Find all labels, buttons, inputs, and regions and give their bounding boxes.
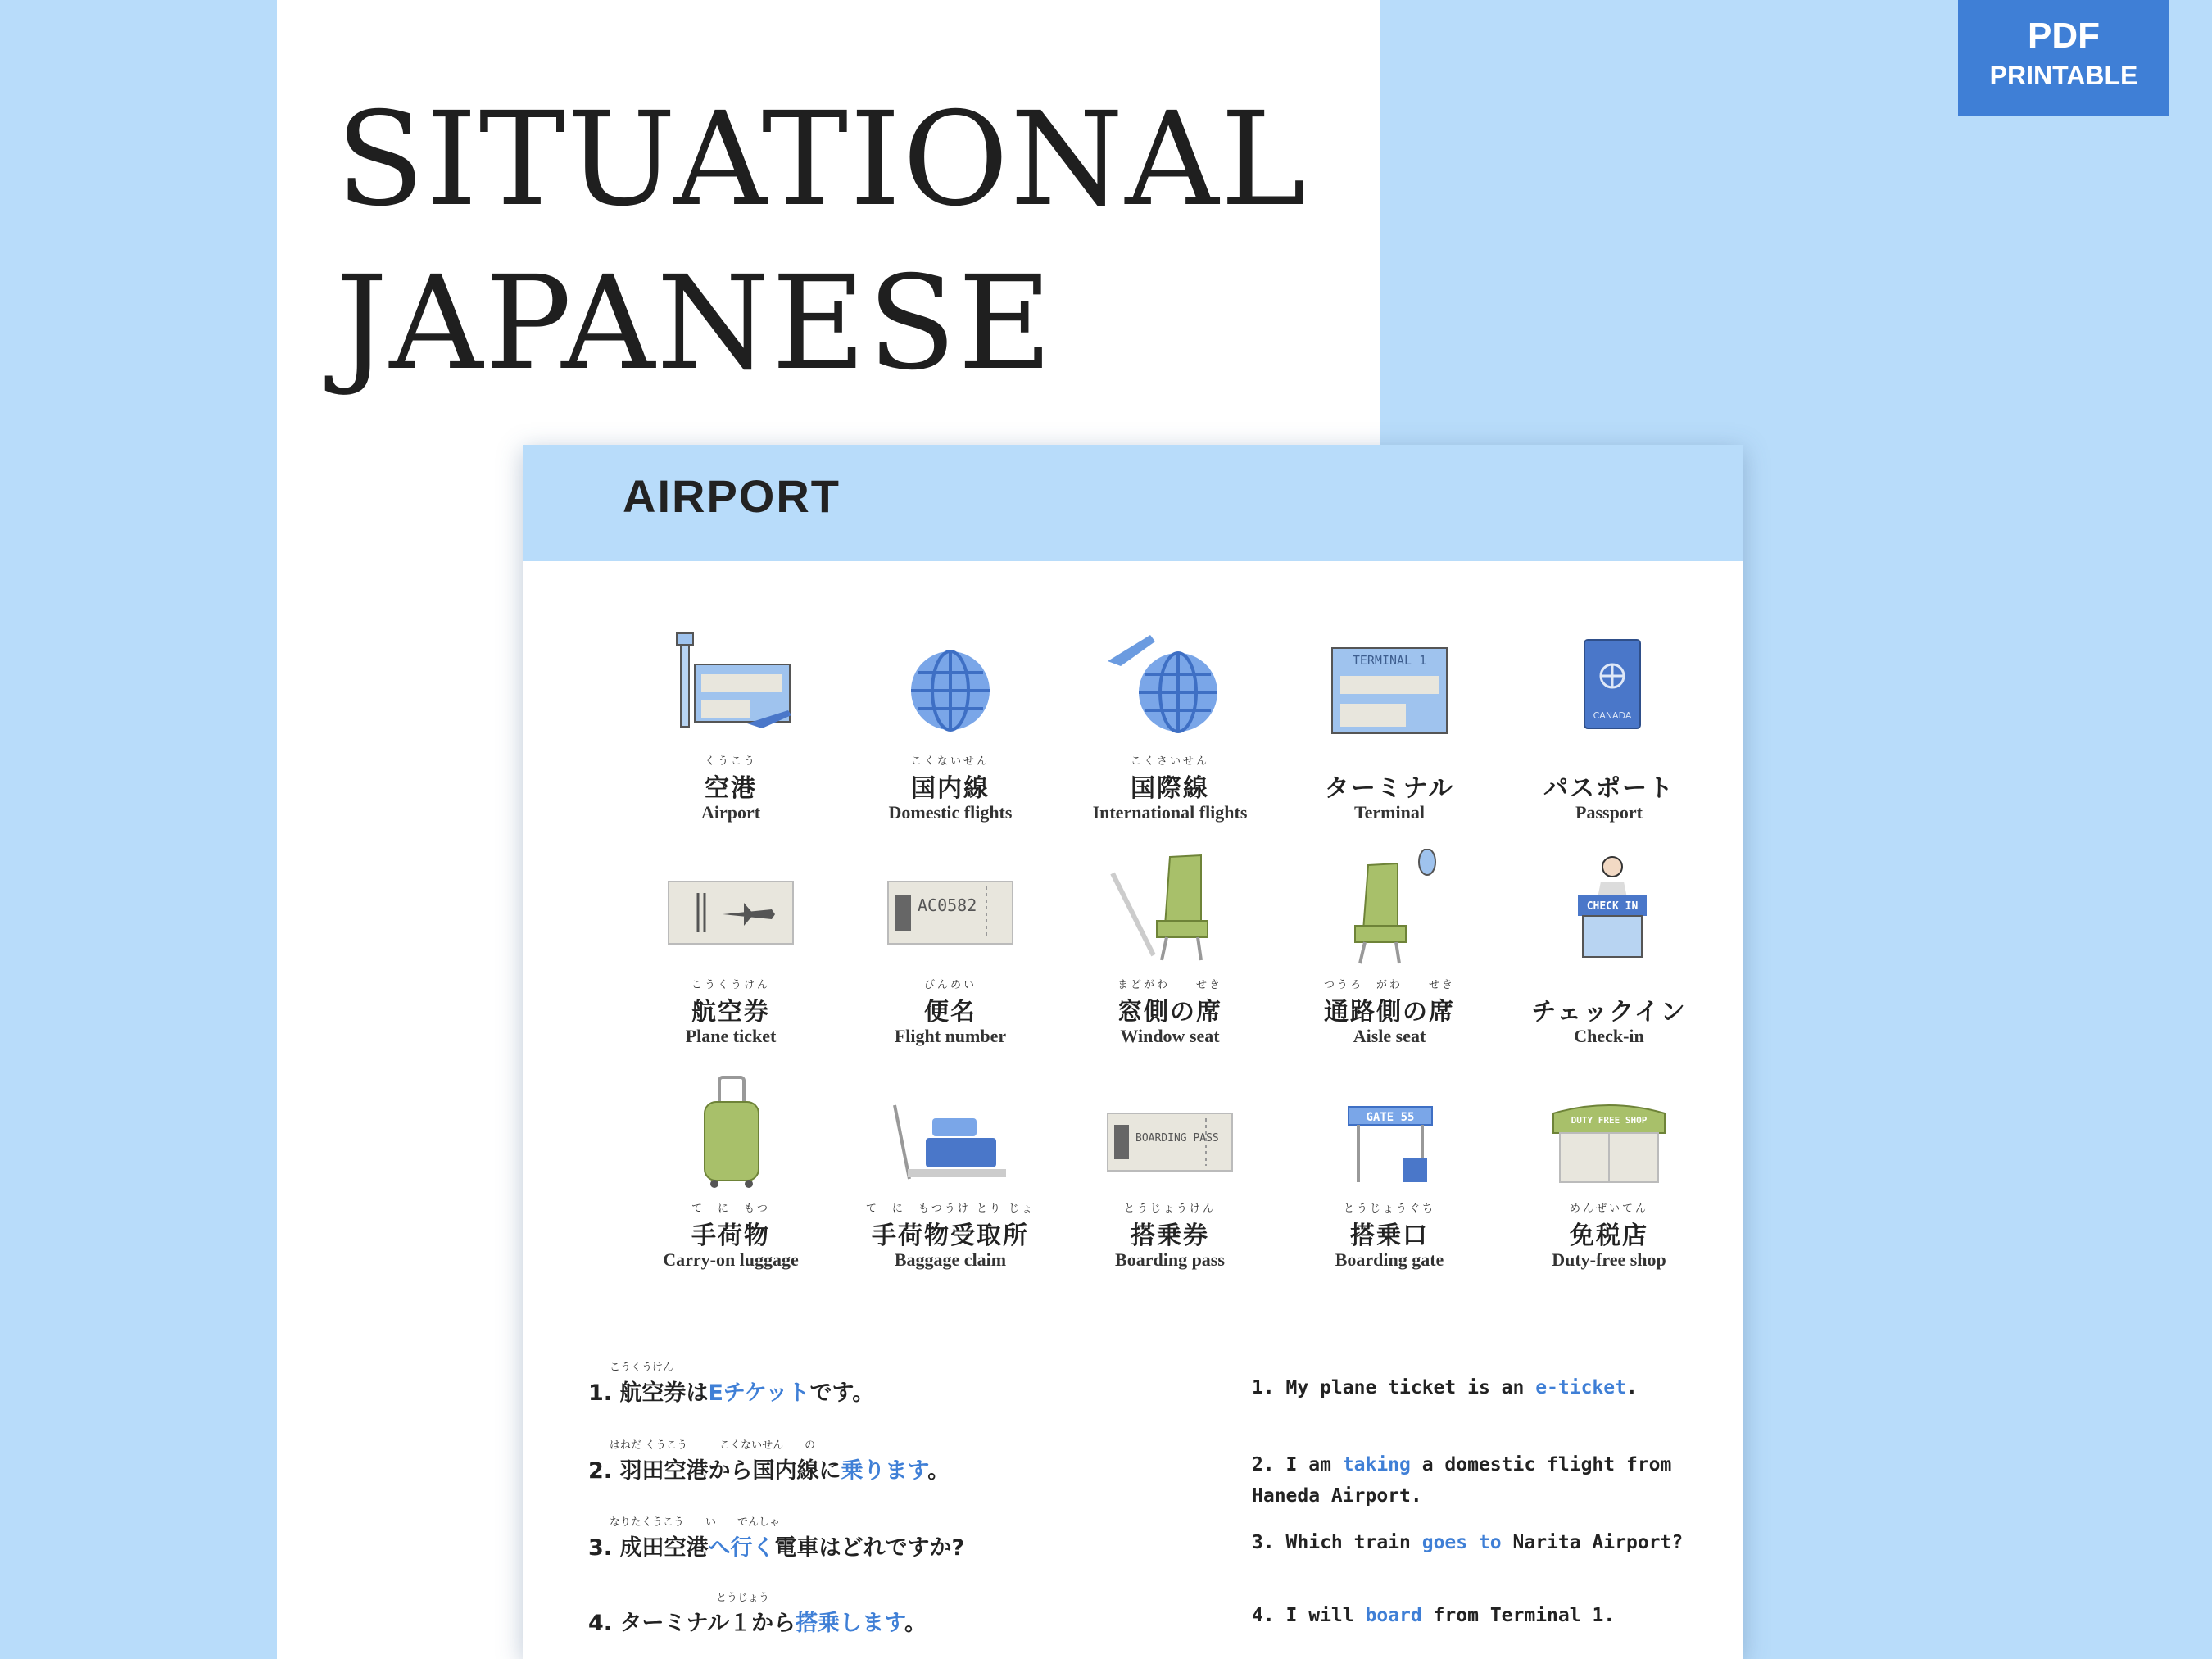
sentence-text: 羽田空港から国内線に — [619, 1458, 841, 1484]
sentence-number: 4. — [588, 1611, 613, 1636]
vocab-japanese: 国際線 — [1131, 774, 1209, 803]
sentence-highlight: Eチケット — [708, 1380, 810, 1406]
vocab-item-duty-free-shop — [1499, 1072, 1719, 1285]
sentence-en-text-end: . — [1625, 1377, 1638, 1398]
sentence-en-text: 4. I will — [1252, 1605, 1366, 1626]
sentence-en-highlight: e-ticket — [1535, 1377, 1626, 1398]
sentence-ruby: こうくうけん — [588, 1362, 674, 1374]
sentence-number: 1. — [588, 1380, 613, 1406]
globe-icon — [885, 625, 1016, 748]
vocab-reading: めんぜいてん — [1569, 1203, 1648, 1215]
vocab-reading: びんめい — [923, 979, 977, 991]
terminal-sign-text: TERMINAL 1 — [1352, 653, 1427, 668]
vocab-item-baggage-claim — [841, 1072, 1060, 1285]
vocab-english: Baggage claim — [894, 1249, 1007, 1270]
vocab-japanese: 航空券 — [691, 998, 770, 1027]
vocab-english: Terminal — [1354, 802, 1425, 823]
sentence-en-3 — [1252, 1527, 1711, 1558]
vocab-english: Carry-on luggage — [663, 1249, 799, 1270]
sentence-line — [588, 1605, 1260, 1637]
vocab-english: Flight number — [894, 1026, 1007, 1046]
vocab-reading: こうくうけん — [691, 979, 770, 991]
globe-plane-icon — [1104, 625, 1235, 748]
vocab-english: Plane ticket — [685, 1026, 777, 1046]
vocab-japanese: 窓側の席 — [1117, 998, 1222, 1027]
sentence-en-highlight: goes to — [1421, 1532, 1502, 1553]
sentence-text: ターミナル１から — [619, 1611, 796, 1636]
check-in-sign-text: CHECK IN — [1586, 900, 1639, 913]
sentence-ruby: なりたくうこう い でんしゃ — [588, 1516, 781, 1529]
vocab-reading: くうこう — [704, 755, 757, 768]
sentence-number: 3. — [588, 1535, 613, 1561]
boarding-pass-text: BOARDING PASS — [1135, 1132, 1219, 1145]
sentence-en-text: 1. My plane ticket is an — [1252, 1377, 1536, 1398]
boarding-gate-icon — [1324, 1072, 1455, 1195]
sentence-text-end: 。 — [904, 1611, 927, 1636]
vocab-english: Boarding pass — [1115, 1249, 1225, 1270]
sentence-en-text-end: a domestic flight from Haneda Airport. — [1252, 1454, 1672, 1507]
sentence-en-text-end: Narita Airport? — [1501, 1532, 1684, 1553]
sentence-text-end: です。 — [809, 1380, 875, 1406]
vocab-item-boarding-pass — [1060, 1072, 1280, 1285]
vocab-japanese: 搭乗口 — [1350, 1222, 1429, 1250]
vocab-japanese: 便名 — [924, 998, 977, 1027]
check-in-icon — [1543, 849, 1675, 972]
vocab-english: Aisle seat — [1353, 1026, 1426, 1046]
vocab-reading: とうじょうぐち — [1343, 1203, 1435, 1215]
vocab-reading: まどがわ せき — [1117, 979, 1222, 991]
passport-icon — [1543, 625, 1675, 748]
vocab-item-domestic-flights — [841, 625, 1060, 838]
terminal-icon — [1324, 625, 1455, 748]
sentence-highlight: へ行く — [708, 1535, 775, 1561]
vocab-english: Duty-free shop — [1552, 1249, 1666, 1270]
vocab-reading: て に もつ — [691, 1203, 770, 1215]
vocab-item-airport — [621, 625, 841, 838]
vocab-english: Domestic flights — [888, 802, 1013, 823]
duty-free-sign-text: DUTY FREE SHOP — [1571, 1115, 1648, 1126]
sentence-jp-1 — [588, 1358, 1260, 1407]
window-seat-icon — [1104, 849, 1235, 972]
vocab-english: International flights — [1092, 802, 1248, 823]
vocab-japanese: 手荷物 — [691, 1222, 770, 1250]
sentence-jp-4 — [588, 1589, 1260, 1637]
vocab-japanese: 通路側の席 — [1324, 998, 1455, 1027]
gate-sign-text: GATE 55 — [1366, 1111, 1415, 1124]
vocab-english: Boarding gate — [1335, 1249, 1444, 1270]
luggage-icon — [665, 1072, 796, 1195]
badge-line1: PDF — [2028, 16, 2100, 56]
vocab-item-boarding-gate — [1280, 1072, 1499, 1285]
sentence-text-end: 電車はどれですか? — [774, 1535, 965, 1561]
flight-number-ticket-icon — [885, 849, 1016, 972]
vocab-english: Check-in — [1574, 1026, 1644, 1046]
cover-title — [336, 78, 1308, 406]
sentence-text: 成田空港 — [619, 1535, 709, 1561]
vocab-item-flight-number — [841, 849, 1060, 1062]
vocab-japanese: チェックイン — [1531, 998, 1687, 1027]
vocab-reading: こくないせん — [910, 755, 990, 768]
vocab-item-check-in — [1499, 849, 1719, 1062]
sentence-en-1 — [1252, 1372, 1711, 1403]
baggage-cart-icon — [885, 1072, 1016, 1195]
sentence-highlight: 搭乗します — [796, 1611, 904, 1636]
vocab-japanese: 手荷物受取所 — [872, 1222, 1029, 1250]
sentence-en-4 — [1252, 1600, 1711, 1631]
vocab-reading: て に もつうけ とり じょ — [865, 1203, 1036, 1215]
sentence-en-highlight: taking — [1342, 1454, 1411, 1475]
sentence-en-text: 2. I am — [1252, 1454, 1343, 1475]
pdf-printable-badge — [1958, 0, 2169, 116]
passport-country-text: CANADA — [1593, 710, 1632, 721]
sentence-jp-2 — [588, 1436, 1260, 1484]
cover-title-line2: JAPANESE — [336, 248, 1054, 399]
vocab-reading: とうじょうけん — [1123, 1203, 1216, 1215]
vocab-item-international-flights — [1060, 625, 1280, 838]
sentence-ruby: はねだ くうこう こくないせん の — [588, 1439, 816, 1452]
sentence-en-text-end: from Terminal 1. — [1421, 1605, 1616, 1626]
sentence-line — [588, 1375, 1260, 1407]
sentence-line — [588, 1453, 1260, 1484]
vocab-item-plane-ticket — [621, 849, 841, 1062]
vocab-english: Window seat — [1120, 1026, 1220, 1046]
vocab-japanese: 空港 — [705, 774, 757, 803]
plane-ticket-icon — [665, 849, 796, 972]
vocab-japanese: 搭乗券 — [1131, 1222, 1209, 1250]
vocab-japanese: ターミナル — [1324, 774, 1455, 803]
sentence-ruby: とうじょう — [588, 1592, 770, 1604]
vocab-japanese: パスポート — [1543, 774, 1675, 803]
vocab-item-window-seat — [1060, 849, 1280, 1062]
vocab-item-aisle-seat — [1280, 849, 1499, 1062]
sentence-en-highlight: board — [1365, 1605, 1422, 1626]
vocab-japanese: 国内線 — [911, 774, 990, 803]
vocab-english: Passport — [1575, 802, 1643, 823]
duty-free-shop-icon — [1543, 1072, 1675, 1195]
airport-icon — [665, 625, 796, 748]
sentence-number: 2. — [588, 1458, 613, 1484]
vocab-reading: こくさいせん — [1130, 755, 1209, 768]
aisle-seat-icon — [1324, 849, 1455, 972]
boarding-pass-icon — [1104, 1072, 1235, 1195]
sentence-text-end: 。 — [927, 1458, 950, 1484]
sentence-highlight: 乗ります — [841, 1458, 928, 1484]
sentence-line — [588, 1530, 1260, 1562]
worksheet — [523, 445, 1743, 1659]
vocab-japanese: 免税店 — [1570, 1222, 1648, 1250]
vocab-item-carry-on-luggage — [621, 1072, 841, 1285]
vocab-item-passport — [1499, 625, 1719, 838]
sentence-text: 航空券は — [619, 1380, 709, 1406]
vocab-english: Airport — [700, 802, 761, 823]
worksheet-title: AIRPORT — [623, 470, 841, 522]
sentence-jp-3 — [588, 1513, 1260, 1562]
flight-number-text: AC0582 — [918, 895, 977, 915]
sentence-en-2 — [1252, 1449, 1711, 1512]
cover-title-line1: SITUATIONAL — [336, 84, 1308, 235]
vocab-item-terminal — [1280, 625, 1499, 838]
vocab-reading: つうろ がわ せき — [1323, 979, 1455, 991]
badge-line2: PRINTABLE — [1989, 61, 2138, 90]
sentence-en-text: 3. Which train — [1252, 1532, 1422, 1553]
